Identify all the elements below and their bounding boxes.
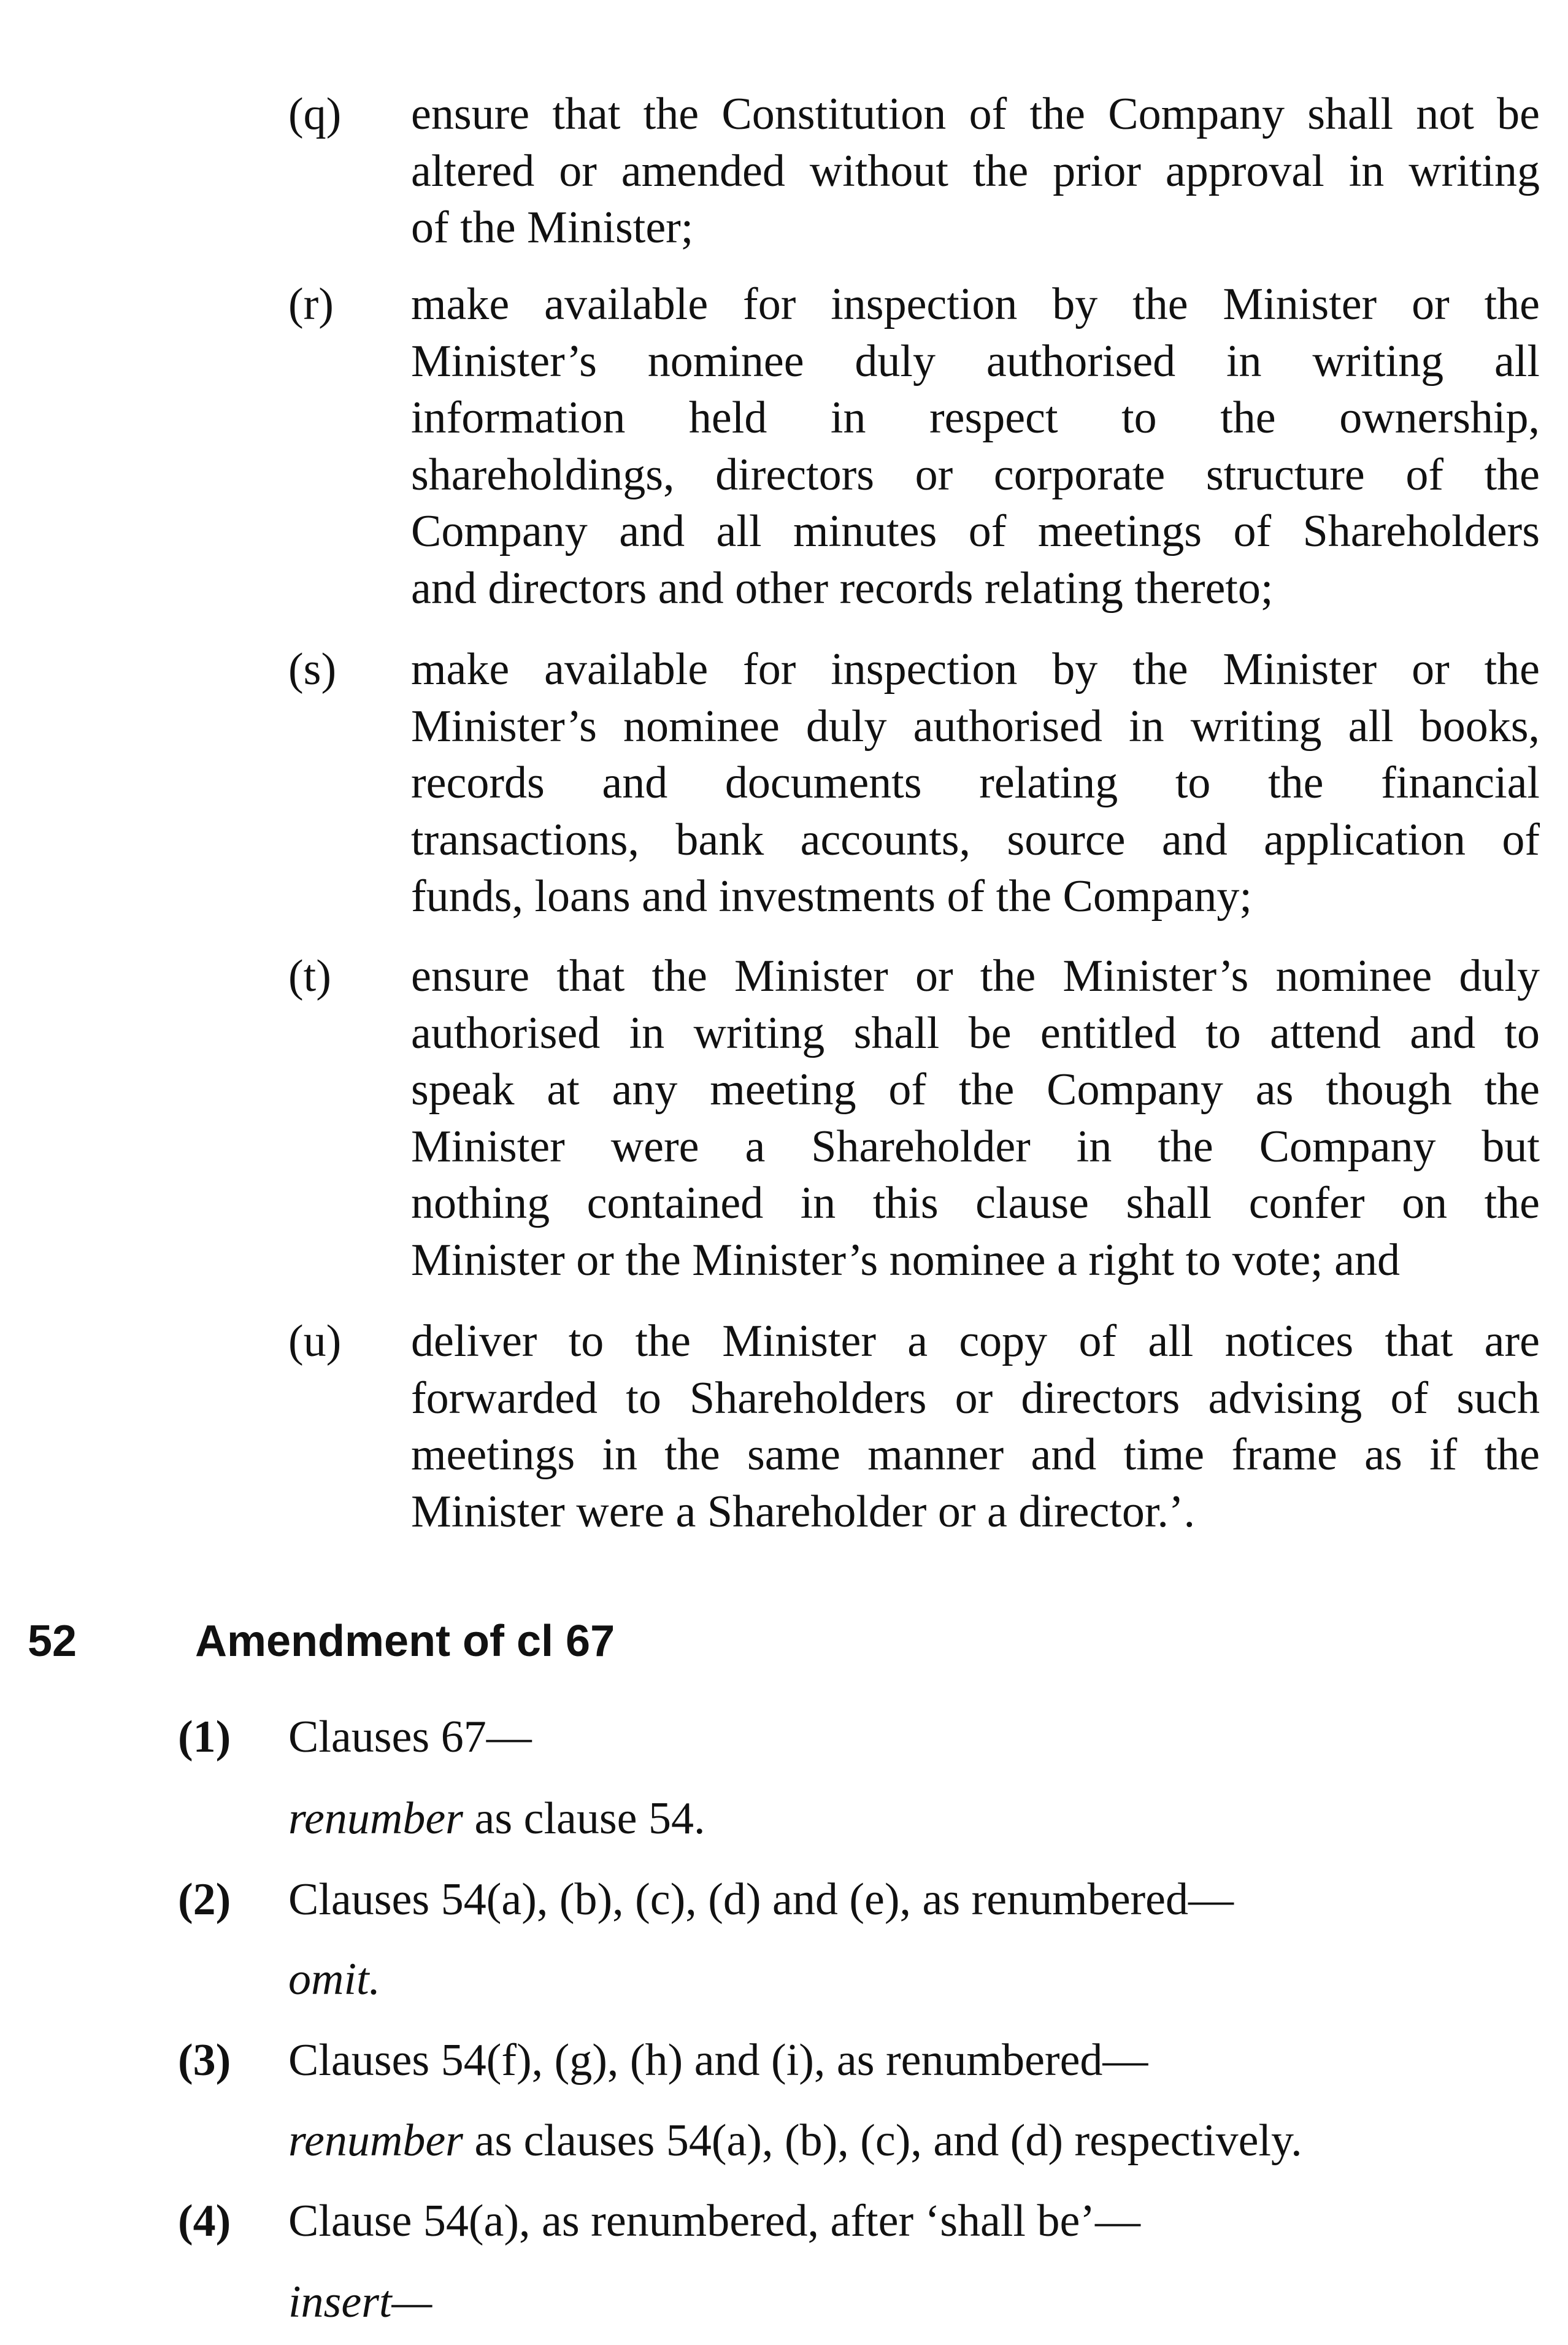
instruction-rest: as clause 54. bbox=[463, 1793, 705, 1844]
subsection-instruction bbox=[288, 1951, 380, 2008]
text-line: nothing contained in this clause shall confer on the bbox=[411, 1178, 1540, 1228]
subsection-number: (4) bbox=[178, 2196, 231, 2246]
item-label: (u) bbox=[288, 1316, 342, 1366]
item-text bbox=[411, 276, 1540, 617]
instruction-verb: renumber bbox=[288, 2116, 463, 2166]
text-line: ensure that the Constitution of the Company shall not be bbox=[411, 89, 1540, 139]
text-line: Minister were a Shareholder or a director.’. bbox=[411, 1486, 1196, 1537]
instruction-rest: as clauses 54(a), (b), (c), and (d) respectively. bbox=[463, 2116, 1302, 2166]
text-line: funds, loans and investments of the Company; bbox=[411, 871, 1252, 922]
instruction-verb: renumber bbox=[288, 1793, 463, 1844]
instruction-verb: insert— bbox=[288, 2277, 432, 2327]
text-line: meetings in the same manner and time frame as if the bbox=[411, 1430, 1540, 1480]
subsection-instruction bbox=[288, 2112, 1302, 2169]
item-text bbox=[411, 948, 1540, 1288]
subsection-text: Clauses 67— bbox=[288, 1712, 532, 1762]
text-line: forwarded to Shareholders or directors advising of such bbox=[411, 1373, 1540, 1423]
instruction-verb: omit. bbox=[288, 1954, 381, 2004]
section-title: Amendment of cl 67 bbox=[195, 1617, 615, 1666]
text-line: authorised in writing shall be entitled to attend and to bbox=[411, 1007, 1540, 1058]
item-text bbox=[411, 1313, 1540, 1540]
text-line: altered or amended without the prior approval in writing bbox=[411, 145, 1540, 196]
text-line: of the Minister; bbox=[411, 202, 694, 253]
item-label: (r) bbox=[288, 279, 334, 329]
text-line: records and documents relating to the financial bbox=[411, 758, 1540, 808]
subsection-number: (3) bbox=[178, 2035, 231, 2085]
text-line: information held in respect to the ownership, bbox=[411, 393, 1540, 443]
item-label: (q) bbox=[288, 89, 342, 139]
text-line: transactions, bank accounts, source and application of bbox=[411, 814, 1540, 865]
subsection-number: (2) bbox=[178, 1874, 231, 1925]
item-text bbox=[411, 641, 1540, 925]
text-line: Company and all minutes of meetings of Shareholders bbox=[411, 506, 1540, 556]
text-line: deliver to the Minister a copy of all notices that are bbox=[411, 1316, 1540, 1366]
text-line: Minister were a Shareholder in the Company but bbox=[411, 1121, 1540, 1172]
item-label: (s) bbox=[288, 644, 337, 695]
text-line: make available for inspection by the Minister or the bbox=[411, 279, 1540, 329]
subsection-text: Clauses 54(a), (b), (c), (d) and (e), as renumbered— bbox=[288, 1874, 1234, 1925]
subsection-instruction bbox=[288, 1790, 705, 1847]
text-line: speak at any meeting of the Company as though the bbox=[411, 1065, 1540, 1115]
text-line: Minister’s nominee duly authorised in writing all books, bbox=[411, 701, 1540, 752]
text-line: make available for inspection by the Minister or the bbox=[411, 644, 1540, 695]
item-label: (t) bbox=[288, 951, 331, 1001]
text-line: shareholdings, directors or corporate structure of the bbox=[411, 449, 1540, 500]
subsection-number: (1) bbox=[178, 1712, 231, 1762]
text-line: and directors and other records relating thereto; bbox=[411, 563, 1274, 614]
section-number: 52 bbox=[28, 1617, 77, 1666]
subsection-instruction bbox=[288, 2274, 432, 2330]
subsection-text: Clause 54(a), as renumbered, after ‘shall be’— bbox=[288, 2196, 1140, 2246]
text-line: ensure that the Minister or the Minister’s nominee duly bbox=[411, 951, 1540, 1001]
item-text bbox=[411, 86, 1540, 256]
text-line: Minister’s nominee duly authorised in writing all bbox=[411, 336, 1540, 387]
text-line: Minister or the Minister’s nominee a right to vote; and bbox=[411, 1234, 1400, 1285]
subsection-text: Clauses 54(f), (g), (h) and (i), as renumbered— bbox=[288, 2035, 1148, 2085]
